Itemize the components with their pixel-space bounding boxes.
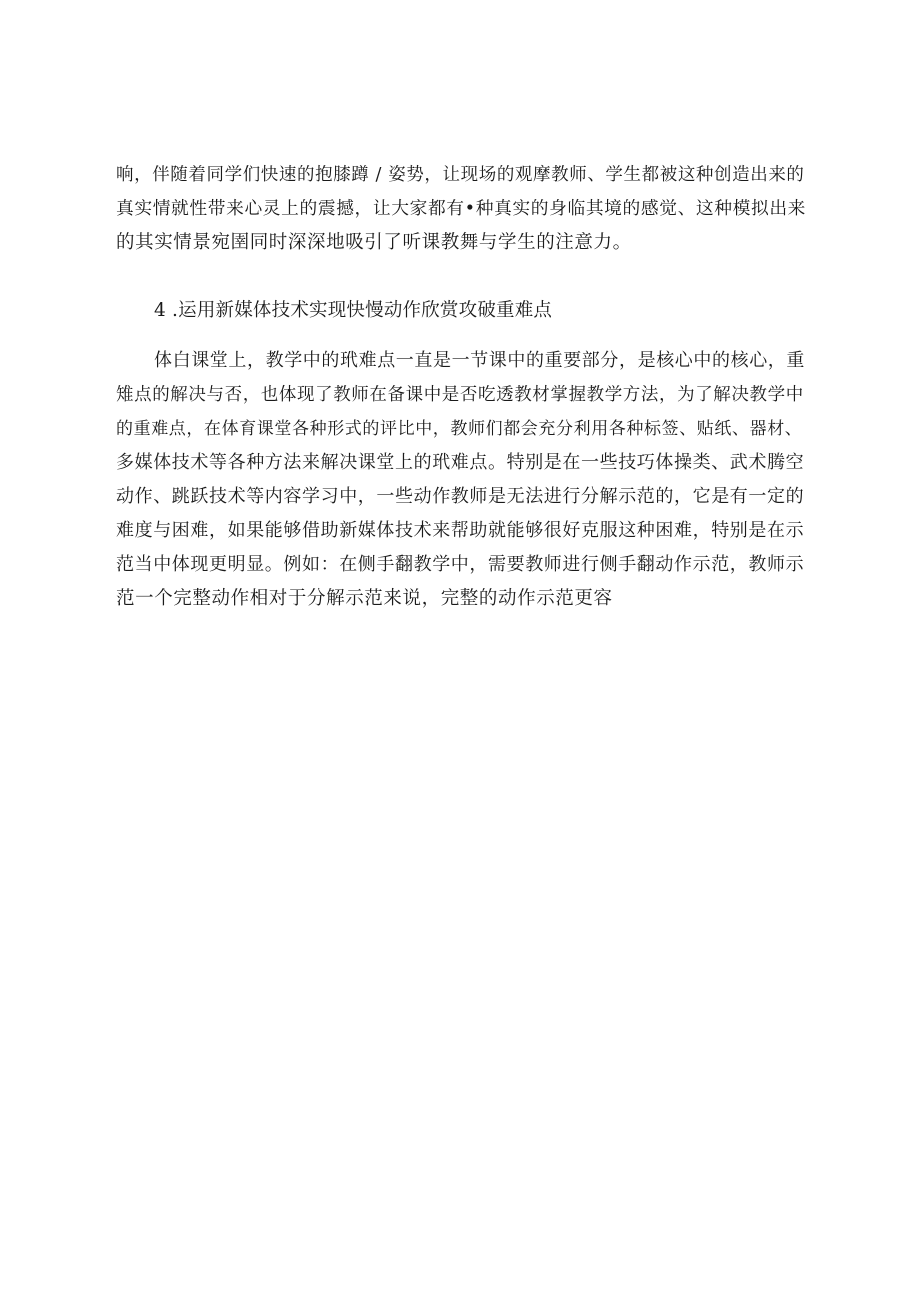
paragraph-1-line-1: 响，伴随着同学们快速的抱膝蹲 / 姿势，让现场的观摩教师、学生都被这种创造出来的 [116, 165, 805, 185]
paragraph-2-line-1: 体白课堂上，教学中的玳难点一直是一节课中的重要部分，是核心中的核心，重 [154, 350, 805, 371]
paragraph-2-line-8: 范一个完整动作相对于分解示范来说，完整的动作示范更容 [116, 588, 613, 609]
paragraph-2-line-7: 范当中体现更明显。例如：在侧手翻教学中，需要教师进行侧手翻动作示范，教师示 [116, 554, 805, 575]
paragraph-1-line-3: 的其实情景宛圉同时深深地吸引了听课教舞与学生的注意力。 [116, 232, 632, 253]
paragraph-2-line-3: 的重难点，在体育课堂各种形式的评比中，教师们都会充分利用各种标签、贴纸、器材、 [116, 419, 803, 439]
paragraph-2-line-4: 多媒体技术等各种方法来解决课堂上的玳难点。特别是在一些技巧体操类、武术腾空 [116, 452, 805, 473]
paragraph-2-line-2: 雉点的解决与否，也体现了教师在备课中是否吃透教材掌握教学方法，为了解决教学中 [116, 385, 804, 405]
paragraph-2-line-6: 难度与困难，如果能够借助新媒体技术来帮助就能够很好克服这种困难，特别是在示 [116, 520, 805, 541]
section-heading: 4 .运用新媒体技术实现快慢动作欣赏攻破重难点 [154, 300, 553, 321]
paragraph-2-line-5: 动作、跳跃技术等内容学习中，一些动作教师是无法进行分解示范的，它是有一定的 [116, 486, 805, 507]
paragraph-1-line-2: 真实情就性带来心灵上的震撼，让大家都有•种真实的身临其境的感觉、这种模拟出来 [116, 199, 807, 219]
